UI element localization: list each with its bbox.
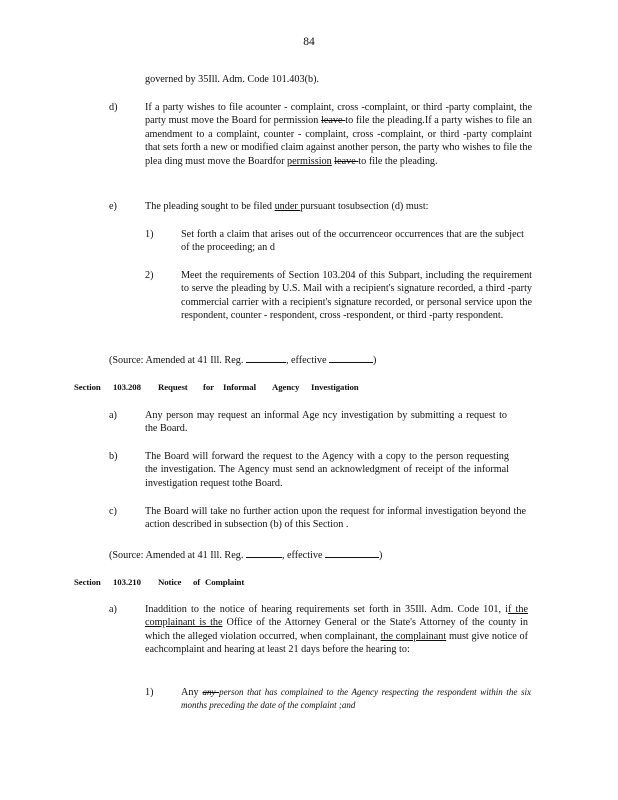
subitem-text-1-210 [181,686,531,713]
section-number: 103.210 [113,577,141,587]
section-title-word: Notice [158,577,182,587]
section-title-word: of [193,577,201,587]
section-title-word: for [203,382,214,392]
struck-text: leave [321,115,346,127]
section-title-word: Investigation [311,382,359,392]
underlined-text: f the complainant is the [145,604,528,629]
blank-line [246,547,282,558]
subitem-lead: Any [181,687,203,698]
subitem-label-1-210: 1) [145,687,154,698]
intro-paragraph: governed by 35Ill. Adm. Code 101.403(b). [145,74,320,85]
subsection-label-d: d) [109,102,118,113]
struck-text: any [202,687,220,697]
subsection-label-b: b) [109,451,118,462]
section-title-word: Agency [272,382,300,392]
text-segment: to file the pleading.If a party wishes to file an amendment to a complaint, counter - complaint, cross -complaint, or third -party complaint that sets forth a new or modified claim against another person, the party who wishes to file the plea ding must move the Boardfor [145,115,532,167]
section-word: Section [74,382,101,392]
subitem-label-2: 2) [145,270,154,281]
subitem-rest: person that has complained to the Agency respecting the respondent within the six months preceding the date of the complaint ;and [181,687,531,711]
underlined-text: under [274,201,301,212]
underlined-text: permission [287,155,332,167]
text-segment: must give notice of eachcomplaint and hearing at least 21 days before the hearing to: [145,630,529,656]
page-number: 84 [303,36,315,48]
subitem-text-1: Set forth a claim that arises out of the occurrenceor occurrences that are the subject of the proceeding; an d [181,229,524,254]
section-number: 103.208 [113,382,141,392]
subitem-text-2: Meet the requirements of Section 103.204 of this Subpart, including the requirement to serve the pleading by U.S. Mail with a recipient's signature recorded, a third -party commercial carrier with a recipient's signature recorded, or personal service upon the respondent, counter - respondent, cross -respondent, or third -party respondent. [181,270,532,322]
section-heading-210 [0,576,618,588]
section-title-word: Complaint [205,577,245,587]
subsection-text-e [145,200,505,213]
section-title-word: Request [158,382,188,392]
subsection-text-c: The Board will take no further action upon the request for informal investigation beyond the action described in subsection (b) of this Section . [145,506,526,531]
source-prefix: (Source: Amended at 41 Ill. Reg. [109,550,244,561]
section-title-word: Informal [223,382,256,392]
blank-line [325,547,379,558]
subsection-label-e: e) [109,201,117,212]
source-suffix: ) [373,355,377,366]
blank-line [329,352,373,363]
blank-line [246,352,286,363]
text-segment: Inaddition to the notice of hearing requirements set forth in 35Ill. Adm. Code 101, i [145,604,508,615]
subsection-label-c: c) [109,506,117,517]
text-segment: The pleading sought to be filed [145,201,275,212]
struck-text: leave [334,155,359,167]
subitem-label-1: 1) [145,229,154,240]
subsection-text-a: Any person may request an informal Age ncy investigation by submitting a request to the Board. [145,410,507,435]
underlined-text: the complainant [380,630,447,642]
subsection-label-a-210: a) [109,604,117,615]
subsection-label-a: a) [109,410,117,421]
section-word: Section [74,577,101,587]
text-segment: Office of the Attorney General or the State's Attorney of the county in which the alleged violation occurred, when complainant, [145,617,528,642]
text-segment: If a party wishes to file acounter - complaint, cross -complaint, or third -party complaint, the party must move the Board for permission [145,102,532,127]
source-suffix: ) [379,550,383,561]
section-heading-208 [0,381,618,393]
subsection-text-d [145,101,532,168]
source-mid: , effective [285,355,327,366]
source-note-2 [109,547,382,562]
source-mid: , effective [281,550,323,561]
subsection-text-a-210 [145,603,528,657]
source-note-1 [109,352,376,367]
subsection-text-b: The Board will forward the request to the Agency with a copy to the person requesting the investigation. The Agency must send an acknowledgment of receipt of the informal investigation request tothe Board. [145,451,509,489]
text-segment: pursuant tosubsection (d) must: [300,201,429,212]
source-prefix: (Source: Amended at 41 Ill. Reg. [109,355,244,366]
text-segment: to file the pleading. [358,155,438,167]
